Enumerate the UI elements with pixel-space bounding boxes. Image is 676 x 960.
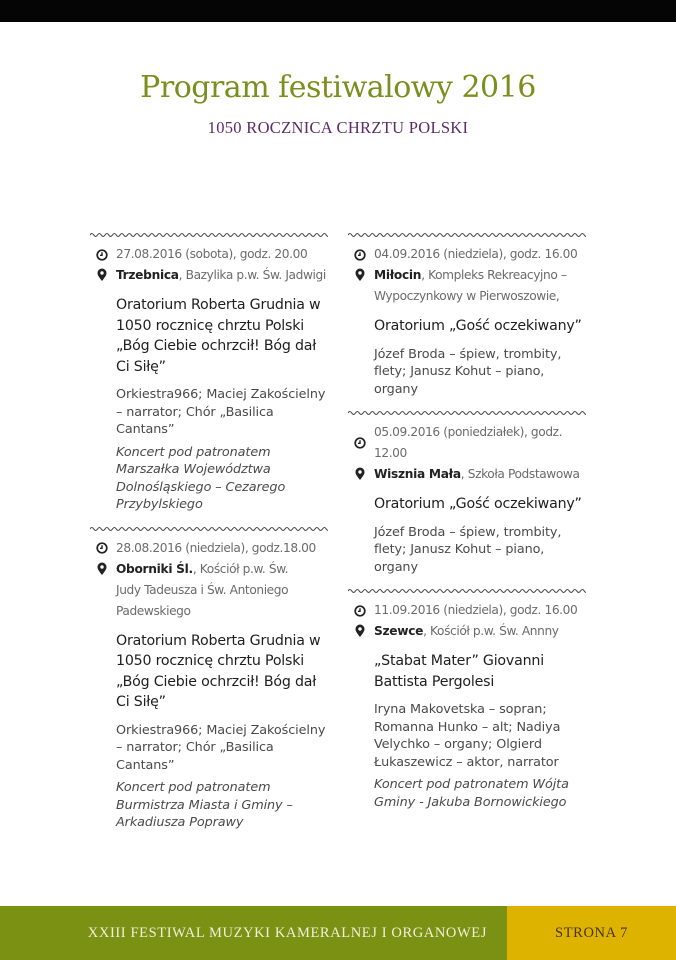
- event-location-row: [90, 559, 330, 580]
- event-item: [348, 596, 588, 811]
- event-location-row: [348, 621, 588, 642]
- event-item: [90, 534, 330, 832]
- event-venue: , Kompleks Rekreacyjno –: [421, 268, 567, 282]
- wavy-separator: [348, 230, 586, 240]
- event-date: 11.09.2016 (niedziela), godz. 16.00: [374, 603, 578, 617]
- event-venue: , Szkoła Podstawowa: [460, 467, 580, 481]
- event-performers: Józef Broda – śpiew, trombity, flety; Janusz Kohut – piano, organy: [374, 524, 562, 575]
- event-performers: Orkiestra966; Maciej Zakościelny – narrator; Chór „Basilica Cantans”: [116, 722, 326, 773]
- event-venue-continued: Wypoczynkowy w Pierwoszowie,: [374, 289, 560, 303]
- page-subtitle: 1050 ROCZNICA CHRZTU POLSKI: [207, 118, 469, 137]
- page-number: STRONA 7: [507, 906, 676, 960]
- event-date-row: [348, 244, 588, 265]
- map-pin-icon: [354, 268, 366, 282]
- event-venue-continued: Judy Tadeusza i Św. Antoniego Padewskiego: [116, 582, 289, 618]
- event-item: [348, 240, 588, 398]
- event-performers: Józef Broda – śpiew, trombity, flety; Janusz Kohut – piano, organy: [374, 346, 562, 397]
- event-city: Miłocin: [374, 268, 422, 282]
- event-location-row: [90, 265, 330, 286]
- map-pin-icon: [354, 624, 366, 638]
- event-city: Szewce: [374, 624, 424, 638]
- event-performers: Iryna Makovetska – sopran; Romanna Hunko – alt; Nadiya Velychko – organy; Olgierd Łukaszewicz – aktor, narrator: [374, 702, 561, 770]
- event-city: Trzebnica: [116, 268, 179, 282]
- map-pin-icon: [96, 268, 108, 282]
- festival-name: XXIII FESTIWAL MUZYKI KAMERALNEJ I ORGANOWEJ: [0, 906, 507, 960]
- event-work-title: „Stabat Mater” Giovanni Battista Pergolesi: [374, 653, 544, 690]
- program-column-left: [90, 230, 330, 832]
- event-location-row: [348, 265, 588, 286]
- event-patronage: Koncert pod patronatem Wójta Gminy - Jakuba Bornowickiego: [374, 777, 569, 810]
- event-date: 04.09.2016 (niedziela), godz. 16.00: [374, 247, 578, 261]
- wavy-separator: [90, 230, 328, 240]
- page-footer: [0, 906, 676, 960]
- wavy-separator: [348, 408, 586, 418]
- event-date-row: [348, 600, 588, 621]
- event-venue: , Bazylika p.w. Św. Jadwigi: [178, 268, 326, 282]
- clock-icon: [354, 605, 366, 617]
- top-bar: [0, 0, 676, 22]
- event-location-row: [348, 464, 588, 485]
- event-work-title: Oratorium „Gość oczekiwany”: [374, 318, 582, 334]
- event-city: Wisznia Mała: [374, 467, 461, 481]
- event-patronage: Koncert pod patronatem Marszałka Województwa Dolnośląskiego – Cezarego Przybylskiego: [116, 444, 286, 512]
- event-work-title: Oratorium „Gość oczekiwany”: [374, 496, 582, 512]
- event-venue: , Kościół p.w. Św.: [192, 561, 289, 576]
- clock-icon: [354, 437, 366, 449]
- clock-icon: [96, 249, 108, 261]
- event-work-title: Oratorium Roberta Grudnia w 1050 rocznicę chrztu Polski „Bóg Ciebie ochrzcił! Bóg dał Ci Siłę”: [116, 632, 321, 710]
- event-performers: Orkiestra966; Maciej Zakościelny – narrator; Chór „Basilica Cantans”: [116, 387, 326, 437]
- event-date: 05.09.2016 (poniedziałek), godz. 12.00: [374, 425, 563, 460]
- map-pin-icon: [354, 467, 366, 481]
- clock-icon: [96, 542, 108, 554]
- event-item: [348, 418, 588, 576]
- map-pin-icon: [96, 562, 108, 576]
- event-city: Oborniki Śl.: [116, 561, 193, 576]
- event-date: 28.08.2016 (niedziela), godz.18.00: [116, 540, 316, 555]
- event-date: 27.08.2016 (sobota), godz. 20.00: [116, 247, 308, 261]
- event-date-row: [90, 538, 330, 559]
- wavy-separator: [90, 524, 328, 534]
- event-date-row: [348, 422, 588, 464]
- event-item: [90, 240, 330, 514]
- page-title: Program festiwalowy 2016: [140, 70, 536, 105]
- event-date-row: [90, 244, 330, 265]
- event-venue: , Kościół p.w. Św. Annny: [423, 624, 559, 638]
- event-patronage: Koncert pod patronatem Burmistrza Miasta i Gminy – Arkadiusza Poprawy: [116, 780, 293, 830]
- clock-icon: [354, 249, 366, 261]
- wavy-separator: [348, 586, 586, 596]
- program-column-right: [348, 230, 588, 811]
- event-work-title: Oratorium Roberta Grudnia w 1050 rocznicę chrztu Polski „Bóg Ciebie ochrzcił! Bóg dał Ci Siłę”: [116, 297, 321, 375]
